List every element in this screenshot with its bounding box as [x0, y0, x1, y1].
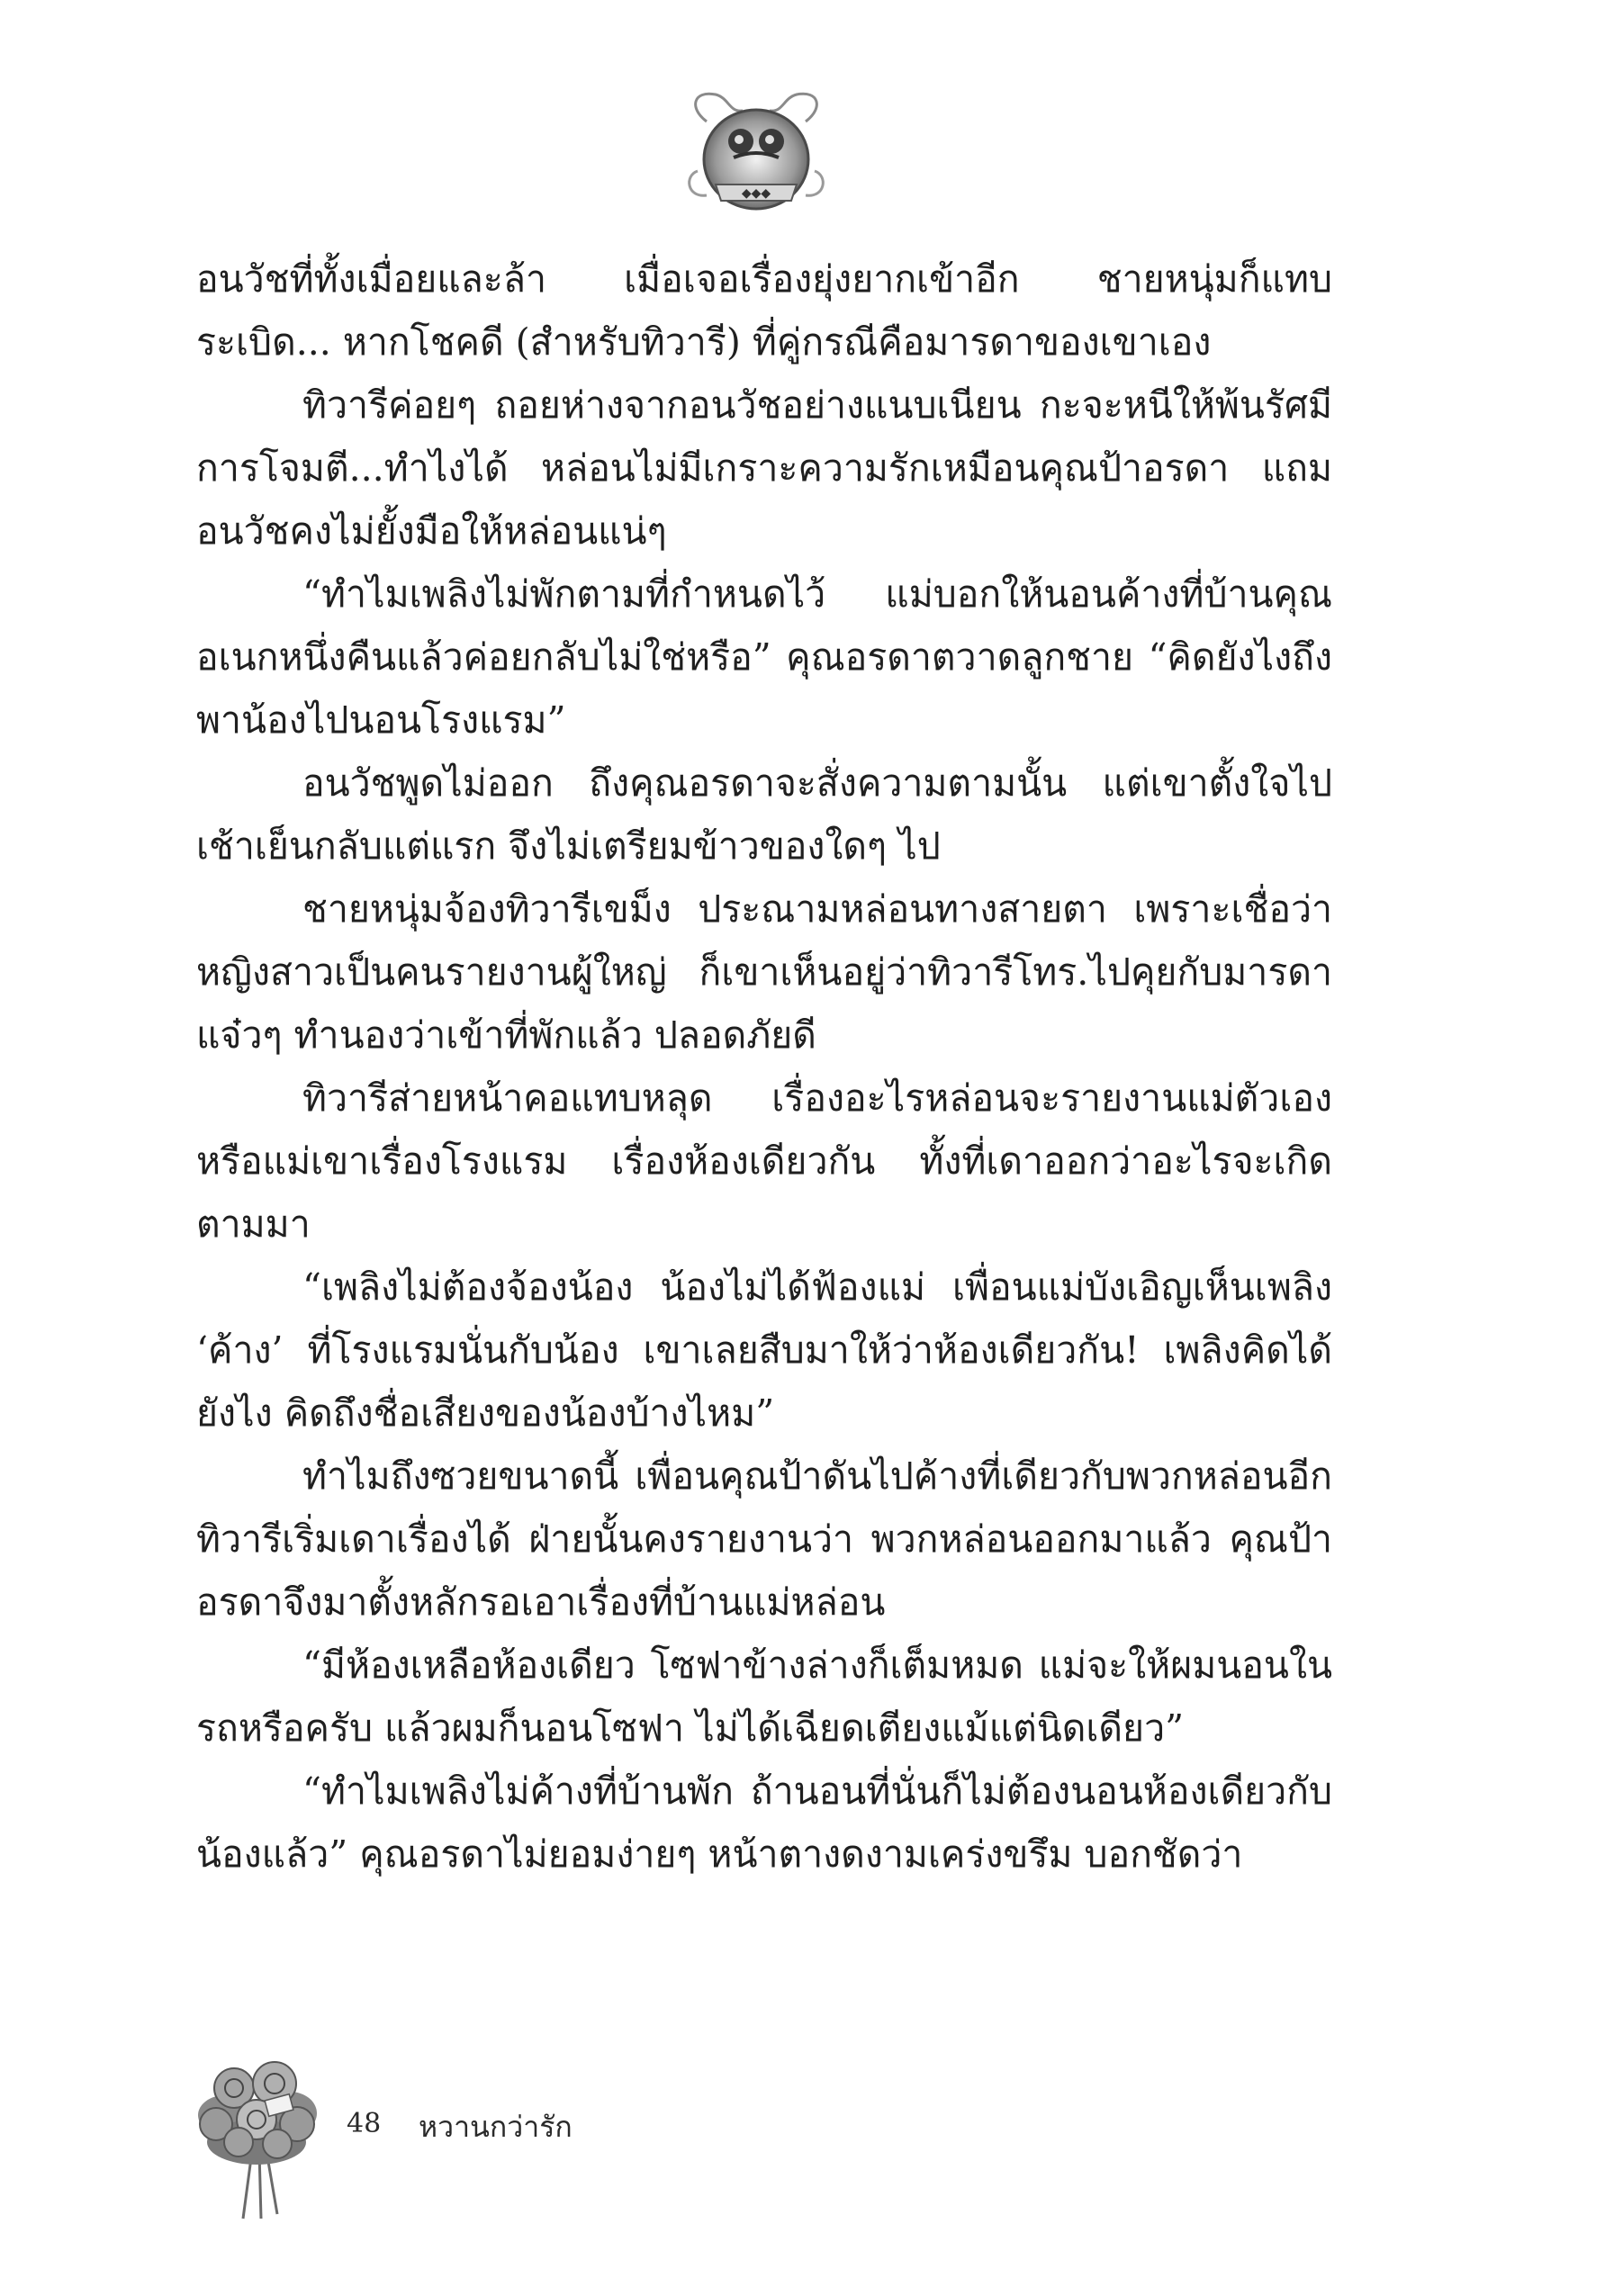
page-number: 48	[347, 2108, 382, 2139]
paragraph: ทิวารีค่อยๆ ถอยห่างจากอนวัชอย่างแนบเนียน กะจะหนีให้พ้นรัศมีการโจมตี...ทำไงได้ หล่อนไม่มีเกราะความรักเหมือนคุณป้าอรดา แถมอนวัชคงไม่ยั้งมือให้หล่อนแน่ๆ	[196, 383, 1332, 553]
paragraph: “ทำไมเพลิงไม่ค้างที่บ้านพัก ถ้านอนที่นั่นก็ไม่ต้องนอนห้องเดียวกับน้องแล้ว” คุณอรดาไม่ยอมง่ายๆ หน้าตางดงามเคร่งขรึม บอกชัดว่า	[196, 1769, 1332, 1876]
emblem-ribbon-mark: ◆◆◆	[741, 186, 771, 201]
paragraph: ทิวารีส่ายหน้าคอแทบหลุด เรื่องอะไรหล่อนจะรายงานแม่ตัวเองหรือแม่เขาเรื่องโรงแรม เรื่องห้องเดียวกัน ทั้งที่เดาออกว่าอะไรจะเกิดตามมา	[196, 1076, 1332, 1246]
page-footer	[189, 2043, 729, 2223]
decorative-emblem-icon	[680, 86, 833, 221]
paragraph: “มีห้องเหลือห้องเดียว โซฟาข้างล่างก็เต็มหมด แม่จะให้ผมนอนในรถหรือครับ แล้วผมก็นอนโซฟา ไม่ได้เฉียดเตียงแม้แต่นิดเดียว”	[196, 1643, 1332, 1750]
paragraph: ทำไมถึงซวยขนาดนี้ เพื่อนคุณป้าดันไปค้างที่เดียวกับพวกหล่อนอีก ทิวารีเริ่มเดาเรื่องได้ ฝ่ายนั้นคงรายงานว่า พวกหล่อนออกมาแล้ว คุณป้าอรดาจึงมาตั้งหลักรอเอาเรื่องที่บ้านแม่หล่อน	[196, 1454, 1332, 1624]
book-title: หวานกว่ารัก	[419, 2110, 573, 2144]
flower-bouquet-icon	[189, 2043, 324, 2223]
paragraph: อนวัชพูดไม่ออก ถึงคุณอรดาจะสั่งความตามนั้น แต่เขาตั้งใจไปเช้าเย็นกลับแต่แรก จึงไม่เตรียมข้าวของใดๆ ไป	[196, 761, 1332, 868]
paragraph: ชายหนุ่มจ้องทิวารีเขม็ง ประณามหล่อนทางสายตา เพราะเชื่อว่าหญิงสาวเป็นคนรายงานผู้ใหญ่ ก็เขาเห็นอยู่ว่าทิวารีโทร.ไปคุยกับมารดาแจ๋วๆ ทำนองว่าเข้าที่พักแล้ว ปลอดภัยดี	[196, 887, 1332, 1057]
paragraph: อนวัชที่ทั้งเมื่อยและล้า เมื่อเจอเรื่องยุ่งยากเข้าอีก ชายหนุ่มก็แทบระเบิด... หากโชคดี (สำหรับทิวารี) ที่คู่กรณีคือมารดาของเขาเอง	[196, 257, 1332, 364]
paragraph: “ทำไมเพลิงไม่พักตามที่กำหนดไว้ แม่บอกให้นอนค้างที่บ้านคุณอเนกหนึ่งคืนแล้วค่อยกลับไม่ใช่หรือ” คุณอรดาตวาดลูกชาย “คิดยังไงถึงพาน้องไปนอนโรงแรม”	[196, 572, 1332, 742]
body-text	[196, 248, 1332, 1886]
paragraph: “เพลิงไม่ต้องจ้องน้อง น้องไม่ได้ฟ้องแม่ เพื่อนแม่บังเอิญเห็นเพลิง ‘ค้าง’ ที่โรงแรมนั่นกับน้อง เขาเลยสืบมาให้ว่าห้องเดียวกัน! เพลิงคิดได้ยังไง คิดถึงชื่อเสียงของน้องบ้างไหม”	[196, 1265, 1332, 1435]
